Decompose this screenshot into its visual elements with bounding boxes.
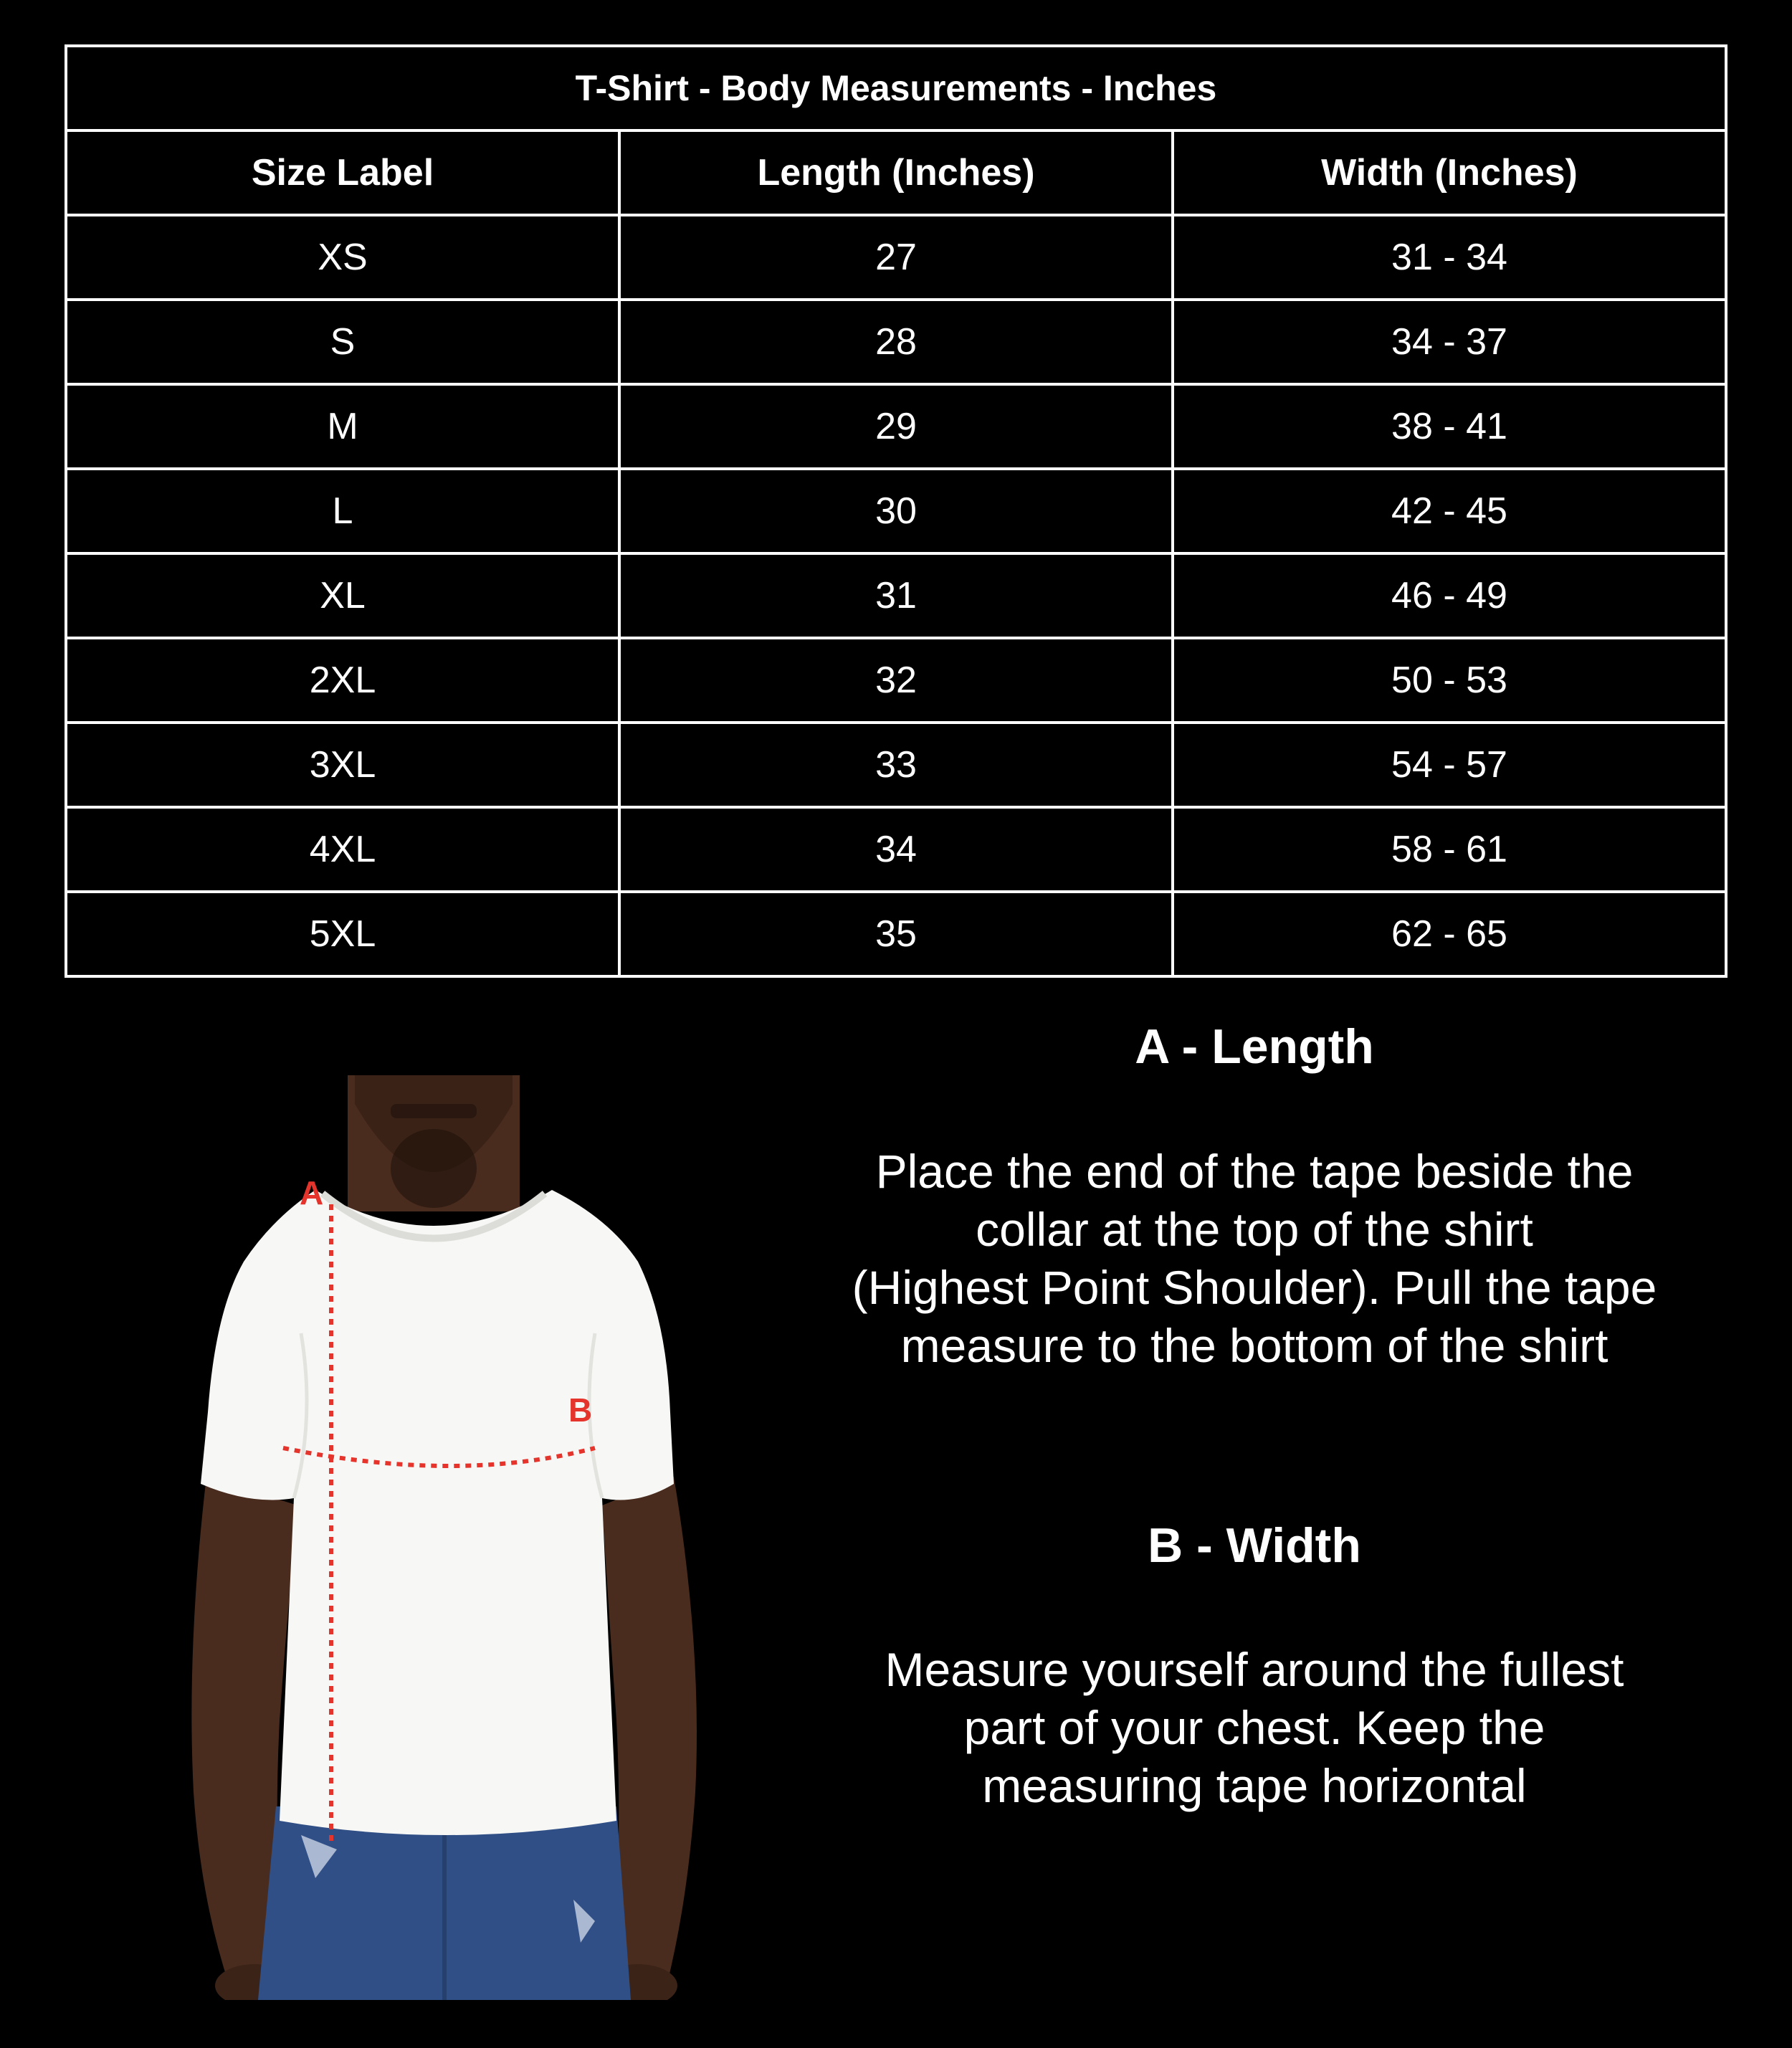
width-heading: B - Width xyxy=(1148,1518,1361,1573)
width-instructions-line: Measure yourself around the fullest xyxy=(885,1643,1624,1697)
size-cell: M xyxy=(66,384,619,469)
length-instructions-line: collar at the top of the shirt xyxy=(976,1202,1533,1256)
size-cell: 5XL xyxy=(66,892,619,976)
width-instructions-line: part of your chest. Keep the xyxy=(963,1701,1545,1755)
size-cell: XS xyxy=(66,215,619,300)
marker-a-label: A xyxy=(300,1174,324,1211)
width-cell: 42 - 45 xyxy=(1173,469,1726,553)
width-cell: 34 - 37 xyxy=(1173,300,1726,384)
table-row xyxy=(66,469,1726,553)
width-cell: 58 - 61 xyxy=(1173,807,1726,892)
model-head xyxy=(348,1075,520,1211)
table-row xyxy=(66,384,1726,469)
header-length: Length (Inches) xyxy=(619,130,1173,215)
table-row xyxy=(66,215,1726,300)
table-row xyxy=(66,553,1726,638)
table-header-row xyxy=(66,130,1726,215)
length-heading: A - Length xyxy=(1135,1019,1374,1074)
size-cell: XL xyxy=(66,553,619,638)
table-row xyxy=(66,638,1726,723)
table-title: T-Shirt - Body Measurements - Inches xyxy=(66,46,1726,130)
table-row xyxy=(66,723,1726,807)
width-cell: 38 - 41 xyxy=(1173,384,1726,469)
size-chart-table xyxy=(65,44,1727,978)
length-cell: 35 xyxy=(619,892,1173,976)
length-instructions-line: measure to the bottom of the shirt xyxy=(900,1318,1608,1372)
header-size-label: Size Label xyxy=(66,130,619,215)
size-cell: 2XL xyxy=(66,638,619,723)
width-cell: 31 - 34 xyxy=(1173,215,1726,300)
table-row xyxy=(66,300,1726,384)
model-jeans xyxy=(258,1806,631,2000)
length-cell: 34 xyxy=(619,807,1173,892)
length-cell: 30 xyxy=(619,469,1173,553)
table-row xyxy=(66,807,1726,892)
length-cell: 28 xyxy=(619,300,1173,384)
table-row xyxy=(66,892,1726,976)
width-cell: 54 - 57 xyxy=(1173,723,1726,807)
length-instructions-line: Place the end of the tape beside the xyxy=(875,1144,1634,1198)
tshirt-model-illustration xyxy=(172,1075,731,2000)
measurement-guide xyxy=(788,1018,1720,1815)
size-cell: 4XL xyxy=(66,807,619,892)
header-width: Width (Inches) xyxy=(1173,130,1726,215)
length-cell: 31 xyxy=(619,553,1173,638)
length-cell: 32 xyxy=(619,638,1173,723)
length-instructions xyxy=(788,1143,1720,1375)
size-cell: L xyxy=(66,469,619,553)
table-title-row xyxy=(66,46,1726,130)
width-instructions-line: measuring tape horizontal xyxy=(982,1759,1527,1813)
marker-b-label: B xyxy=(568,1391,593,1429)
width-cell: 46 - 49 xyxy=(1173,553,1726,638)
length-instructions-line: (Highest Point Shoulder). Pull the tape xyxy=(852,1260,1657,1314)
size-cell: 3XL xyxy=(66,723,619,807)
size-cell: S xyxy=(66,300,619,384)
width-instructions xyxy=(788,1641,1720,1815)
width-cell: 50 - 53 xyxy=(1173,638,1726,723)
length-cell: 27 xyxy=(619,215,1173,300)
length-cell: 33 xyxy=(619,723,1173,807)
width-cell: 62 - 65 xyxy=(1173,892,1726,976)
length-cell: 29 xyxy=(619,384,1173,469)
